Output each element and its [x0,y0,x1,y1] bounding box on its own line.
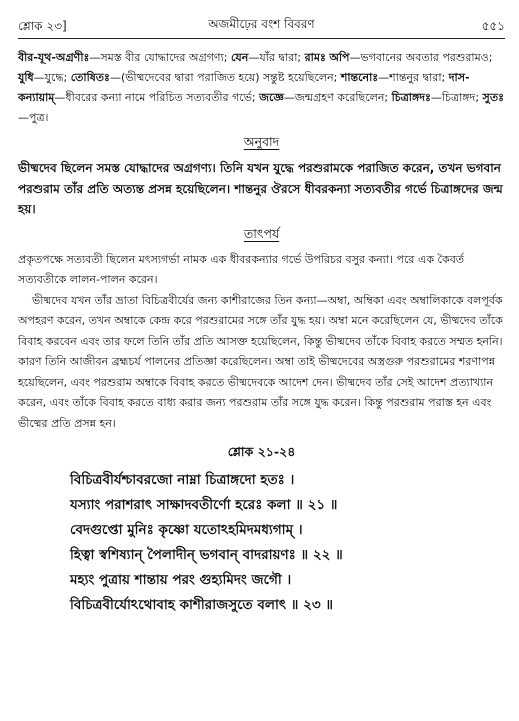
page-header [18,0,505,40]
chapter-title: অজমীঢ়ের বংশ বিবরণ [208,17,315,31]
purport-paragraph: প্রকৃতপক্ষে সত্যবতী ছিলেন মৎস্যগর্ভা নামক এক ধীবরকন্যার গর্ভে উপরিচর বসুর কন্যা। পরে এক কৈবর্ত সত্যবতীকে লালন-পালন করেন। [18,252,465,286]
syn-term: তোষিতঃ [70,71,110,84]
sanskrit-verse [70,468,505,618]
syn-meaning: —যাঁর দ্বারা; [248,51,302,64]
syn-term: যেন [230,51,249,64]
syn-meaning: —(ভীষ্মদেবের দ্বারা পরাজিত হয়ে) সন্তুষ্ট হয়েছিলেন; [109,71,338,84]
syn-meaning: —ধীবরের কন্যা নামে পরিচিত সত্যবতীর গর্ভে; [54,91,256,104]
syn-meaning: —সমস্ত বীর যোদ্ধাদের অগ্রগণ্য; [89,51,228,64]
verse-line: হিত্বা স্বশিষ্যান্ পৈলাদীন্ ভগবান্ বাদরায়ণঃ ॥ ২২ ॥ [70,547,343,563]
verse-line: বেদগুপ্তো মুনিঃ কৃষ্ণো যতোঽহমিদমধ্যগাম্ । [70,522,303,538]
verse-line: যস্যাং পরাশরাৎ সাক্ষাদবতীর্ণো হরেঃ কলা ॥ ২১ ॥ [70,497,338,513]
syn-meaning: —জন্মগ্রহণ করেছিলেন; [283,91,389,104]
syn-meaning: —যুদ্ধে; [33,71,68,84]
syn-term: চিত্রাঙ্গদঃ [391,91,431,104]
syn-meaning: —শান্তনুর দ্বারা; [378,71,446,84]
purport-body [18,250,505,435]
syn-term: অপি [329,51,350,64]
header-rule [18,38,505,39]
verse-reference: শ্লোক ২৩] [18,19,67,33]
verse-line: বিচিত্রবীর্যোঽথোবাহ কাশীরাজসুতে বলাৎ ॥ ২৩ ॥ [70,597,334,613]
syn-term: রামঃ [304,51,326,64]
syn-term: দাস-কন্যায়াম্ [18,71,470,104]
verse-heading: শ্লোক ২১-২৪ [227,444,296,459]
syn-term: শান্তনোঃ [340,71,379,84]
translation-text: ভীষ্মদেব ছিলেন সমস্ত যোদ্ধাদের অগ্রগণ্য। তিনি যখন যুদ্ধে পরশুরামকে পরাজিত করেন, তখন ভগবান পরশুরাম তাঁর প্রতি অত্যন্ত প্রসন্ন হয়েছিলেন। শান্তনুর ঔরসে ধীবরকন্যা সত্যবতীর গর্ভে চিত্রাঙ্গদের জন্ম হয়। [18,161,503,216]
verse-line: বিচিত্রবীর্যশ্চাবরজো নাম্না চিত্রাঙ্গদো হতঃ । [70,472,295,488]
verse-line: মহ্যং পুত্রায় শান্তায় পরং গুহ্যমিদং জগৌ । [70,572,292,588]
page-number: ৫৫১ [481,19,505,33]
syn-term: জজ্ঞে [259,91,284,104]
syn-meaning: —ভগবানের অবতার পরশুরামও; [349,51,493,64]
translation-heading: অনুবাদ [243,134,280,149]
syn-term: সুতঃ [482,91,504,104]
syn-meaning: —পুত্র। [18,111,49,124]
syn-meaning: —চিত্রাঙ্গদ; [430,91,480,104]
purport-heading: তাৎপর্য [243,225,280,241]
syn-term: যুধি [18,71,34,84]
syn-term: বীর-যূথ-অগ্রণীঃ [18,51,90,64]
word-meanings [18,48,505,128]
purport-paragraph: ভীষ্মদেব যখন তাঁর ভ্রাতা বিচিত্রবীর্যের জন্য কাশীরাজের তিন কন্যা—অম্বা, অম্বিকা এবং অম্বালিকাকে বলপূর্বক অপহরণ করেন, তখন অম্বাকে কেন্দ্র করে পরশুরামের সঙ্গে তাঁর যুদ্ধ হয়। অম্বা মনে করেছিলেন যে, ভীষ্মদেব তাঁকে বিবাহ করবেন এবং তার ফলে তিনি তাঁর প্রতি আসক্ত হয়েছিলেন, কিন্তু ভীষ্মদেব তাঁকে বিবাহ করতে সম্মত হননি। কারণ তিনি আজীবন ব্রহ্মচর্য পালনের প্রতিজ্ঞা করেছিলেন। অম্বা তাই ভীষ্মদেবের অস্ত্রগুরু পরশুরামের শরণাপন্ন হয়েছিলেন, এবং পরশুরাম অম্বাকে বিবাহ করতে ভীষ্মদেবকে আদেশ দেন। ভীষ্মদেব তাঁর সেই আদেশ প্রত্যাখ্যান করেন, এবং তাঁকে বিবাহ করতে বাধ্য করার জন্য পরশুরাম তাঁর সঙ্গে যুদ্ধ করেন। কিন্তু পরশুরাম পরাস্ত হন এবং ভীষ্মের প্রতি প্রসন্ন হন। [18,293,503,430]
